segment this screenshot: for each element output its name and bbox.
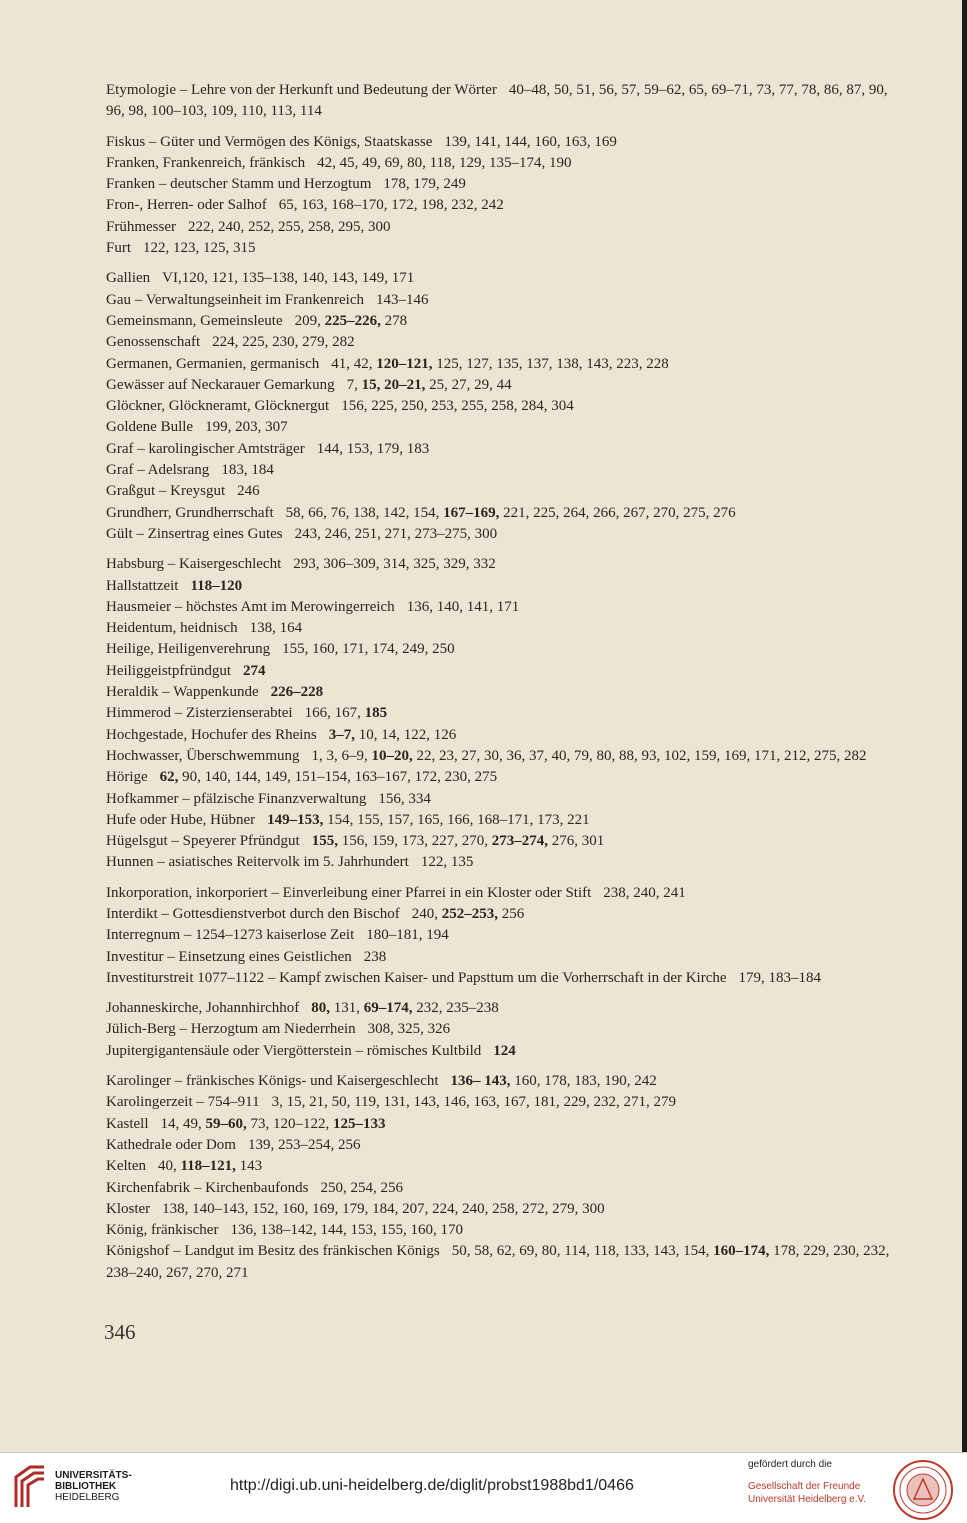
index-pages (412, 906, 525, 922)
index-term: Gewässer auf Neckarauer Gemarkung (106, 376, 335, 393)
index-pages (279, 197, 504, 213)
page-ref: 240, (411, 905, 442, 922)
page-ref-main: 274 (242, 662, 266, 679)
index-pages (366, 927, 449, 943)
index-term: Kloster (106, 1200, 151, 1217)
index-entry (106, 703, 896, 724)
index-term: Investiturstreit 1077–1122 – Kampf zwischen Kaiser- und Papsttum um die Vorherrschaft in der Kirche (106, 969, 727, 986)
page-ref-main: 80, (311, 1000, 331, 1017)
page-ref-main: 124 (493, 1042, 516, 1059)
page-ref: 178, 179, 249 (383, 176, 466, 193)
page-ref: 238, 240, 241 (603, 884, 686, 901)
index-pages (493, 1043, 516, 1059)
index-term: Grundherr, Grundherrschaft (106, 504, 274, 521)
index-term: Franken, Frankenreich, fränkisch (106, 154, 306, 171)
index-entry (106, 1135, 896, 1156)
index-entry (106, 554, 896, 575)
index-term: Fiskus – Güter und Vermögen des Königs, Staatskasse (106, 133, 433, 150)
sponsor-line-1: Gesellschaft der Freunde (748, 1481, 861, 1492)
index-term: Graf – karolingischer Amtsträger (106, 440, 305, 457)
page-ref: 308, 325, 326 (367, 1021, 451, 1038)
page-ref: 73, 120–122, (246, 1115, 333, 1132)
index-entry (106, 1156, 896, 1177)
library-line-1: UNIVERSITÄTS- (55, 1470, 132, 1481)
index-pages (143, 240, 256, 256)
page-ref-main: 167–169, (443, 504, 500, 521)
index-pages (271, 684, 324, 700)
index-term: Karolingerzeit – 754–911 (106, 1094, 260, 1111)
index-entry (106, 332, 896, 353)
index-entry (106, 767, 896, 788)
index-term: Furt (106, 240, 132, 257)
page-ref-main: 185 (364, 705, 388, 722)
page-ref: 136, 140, 141, 171 (406, 598, 520, 615)
index-pages (331, 356, 669, 372)
index-pages (295, 526, 498, 542)
index-pages (376, 292, 429, 308)
index-entry (106, 524, 896, 545)
ub-heidelberg-logo-icon (10, 1463, 48, 1511)
index-pages (188, 219, 391, 235)
index-entry (106, 831, 896, 852)
page-ref: 139, 141, 144, 160, 163, 169 (444, 133, 617, 150)
index-term: Hallstattzeit (106, 577, 179, 594)
index-pages (243, 663, 266, 679)
index-entry (106, 1019, 896, 1040)
index-pages (603, 885, 686, 901)
index-pages (383, 176, 466, 192)
index-pages (378, 791, 431, 807)
index-term: König, fränkischer (106, 1222, 219, 1239)
index-term: Hochgestade, Hochufer des Rheins (106, 726, 317, 743)
index-entry (106, 80, 896, 123)
page-ref: 1, 3, 6–9, (311, 747, 372, 764)
index-entry (106, 1241, 896, 1284)
index-entry (106, 217, 896, 238)
page-ref: 3, 15, 21, 50, 119, 131, 143, 146, 163, 167, 181, 229, 232, 271, 279 (271, 1094, 677, 1111)
index-entries (106, 80, 896, 1284)
index-term: Germanen, Germanien, germanisch (106, 355, 320, 372)
index-entry (106, 968, 896, 989)
index-pages (407, 599, 520, 615)
index-entry (106, 417, 896, 438)
index-entry (106, 238, 896, 259)
index-term: Königshof – Landgut im Besitz des fränkischen Königs (106, 1243, 440, 1260)
page-ref-main: 118–121, (180, 1158, 236, 1175)
index-pages (230, 1222, 463, 1238)
permalink-url[interactable]: http://digi.ub.uni-heidelberg.de/diglit/probst1988bd1/0466 (230, 1477, 634, 1494)
index-term: Habsburg – Kaisergeschlecht (106, 556, 282, 573)
page-ref: 50, 58, 62, 69, 80, 114, 118, 133, 143, 154, (451, 1243, 714, 1260)
index-entry (106, 883, 896, 904)
index-pages (162, 270, 414, 286)
index-entry (106, 354, 896, 375)
index-term: Interdikt – Gottesdienstverbot durch den Bischof (106, 905, 400, 922)
page-ref: 138, 140–143, 152, 160, 169, 179, 184, 207, 224, 240, 258, 272, 279, 300 (162, 1200, 605, 1217)
index-entry (106, 746, 896, 767)
index-pages (212, 334, 355, 350)
index-term: Investitur – Einsetzung eines Geistlichen (106, 948, 352, 965)
page-ref: 256 (497, 905, 525, 922)
page-ref-main: 125–133 (333, 1115, 386, 1132)
page-ref: 183, 184 (221, 462, 274, 479)
page-ref-main: 226–228 (270, 684, 324, 701)
index-entry (106, 1092, 896, 1113)
index-term: Hunnen – asiatisches Reitervolk im 5. Jahrhundert (106, 854, 409, 871)
page-ref: 250, 254, 256 (320, 1179, 403, 1196)
page-ref: 154, 155, 157, 165, 166, 168–171, 173, 221 (323, 811, 590, 828)
index-entry (106, 789, 896, 810)
index-term: Hügelsgut – Speyerer Pfründgut (106, 833, 300, 850)
page-ref: 221, 225, 264, 266, 267, 270, 275, 276 (499, 504, 736, 521)
index-term: Gemeinsmann, Gemeinsleute (106, 312, 283, 329)
page-ref: 122, 123, 125, 315 (143, 240, 256, 257)
index-term: Etymologie – Lehre von der Herkunft und Bedeutung der Wörter (106, 82, 497, 98)
index-term: Interregnum – 1254–1273 kaiserlose Zeit (106, 927, 355, 944)
page-ref-main: 155, (311, 833, 338, 850)
library-name (55, 1470, 132, 1503)
index-entry (106, 597, 896, 618)
index-pages (272, 1094, 676, 1110)
index-term: Hörige (106, 769, 148, 786)
page-ref: 166, 167, (304, 705, 365, 722)
page-ref-main: 62, (159, 769, 179, 786)
sponsor-label: gefördert durch die (748, 1459, 832, 1470)
index-pages (451, 1073, 657, 1089)
index-entry (106, 1071, 896, 1092)
index-pages (311, 1000, 499, 1016)
page-ref: 138, 164 (249, 620, 303, 637)
index-term: Heiliggeistpfründgut (106, 662, 231, 679)
page-ref: 125, 127, 135, 137, 138, 143, 223, 228 (432, 355, 669, 372)
index-entry (106, 661, 896, 682)
index-term: Hochwasser, Überschwemmung (106, 747, 300, 764)
page-ref: 238 (363, 948, 387, 965)
index-pages (312, 748, 867, 764)
index-term: Graßgut – Kreysgut (106, 483, 226, 500)
index-term: Gült – Zinsertrag eines Gutes (106, 525, 283, 542)
index-term: Genossenschaft (106, 334, 201, 351)
page-ref-main: 225–226, (324, 312, 381, 329)
index-entry (106, 904, 896, 925)
page-ref: 122, 135 (420, 854, 474, 871)
page-ref: 180–181, 194 (366, 927, 449, 944)
page-ref: 10, 14, 122, 126 (355, 726, 457, 743)
index-pages (305, 705, 388, 721)
index-term: Hausmeier – höchstes Amt im Merowingerreich (106, 598, 395, 615)
page-ref: 143–146 (376, 291, 429, 308)
index-entry (106, 925, 896, 946)
index-pages (250, 620, 303, 636)
index-pages (205, 419, 288, 435)
page-ref: 293, 306–309, 314, 325, 329, 332 (293, 556, 496, 573)
library-line-2: BIBLIOTHEK (55, 1481, 117, 1492)
index-term: Frühmesser (106, 218, 176, 235)
index-entry (106, 639, 896, 660)
page-ref: 41, 42, (331, 355, 377, 372)
page-ref-main: 118–120 (190, 577, 243, 594)
index-pages (444, 134, 617, 150)
page-ref: VI,120, 121, 135–138, 140, 143, 149, 171 (162, 270, 415, 287)
page-ref: 278 (380, 312, 408, 329)
index-pages (158, 1158, 262, 1174)
index-pages (341, 398, 574, 414)
index-term: Gallien (106, 270, 151, 287)
page-ref: 232, 235–238 (412, 1000, 499, 1017)
index-term: Hufe oder Hube, Hübner (106, 811, 256, 828)
index-pages (317, 155, 571, 171)
page-ref: 7, (346, 376, 362, 393)
index-pages (293, 556, 496, 572)
index-pages (320, 1180, 403, 1196)
index-term: Glöckner, Glöckneramt, Glöcknergut (106, 398, 330, 415)
page-ref: 144, 153, 179, 183 (316, 440, 430, 457)
index-entry (106, 576, 896, 597)
index-entry (106, 311, 896, 332)
page-ref-main: 15, 20–21, (361, 376, 426, 393)
index-entry (106, 268, 896, 289)
index-term: Inkorporation, inkorporiert – Einverleibung einer Pfarrei in ein Kloster oder Stift (106, 884, 592, 901)
page-ref-main: 273–274, (491, 833, 548, 850)
index-pages (190, 578, 242, 594)
page-ref: 224, 225, 230, 279, 282 (212, 334, 355, 351)
index-term: Kastell (106, 1115, 149, 1132)
index-pages (312, 833, 605, 849)
page-ref: 90, 140, 144, 149, 151–154, 163–167, 172, 230, 275 (178, 769, 498, 786)
page-ref: 160, 178, 183, 190, 242 (510, 1073, 657, 1090)
index-entry (106, 174, 896, 195)
page-ref: 143 (235, 1158, 263, 1175)
page-ref: 22, 23, 27, 30, 36, 37, 40, 79, 80, 88, 93, 102, 159, 169, 171, 212, 275, 282 (412, 747, 867, 764)
page-ref-main: 120–121, (376, 355, 433, 372)
page-ref: 199, 203, 307 (205, 419, 288, 436)
page-ref: 139, 253–254, 256 (247, 1136, 361, 1153)
page-ref: 243, 246, 251, 271, 273–275, 300 (294, 525, 498, 542)
page-ref: 136, 138–142, 144, 153, 155, 160, 170 (230, 1222, 463, 1239)
page-ref: 209, (294, 312, 325, 329)
index-pages (739, 970, 822, 986)
index-entry (106, 132, 896, 153)
index-term: Kelten (106, 1158, 146, 1175)
index-entry (106, 682, 896, 703)
index-term: Franken – deutscher Stamm und Herzogtum (106, 176, 372, 193)
page-ref: 246 (237, 483, 260, 500)
index-pages (286, 505, 736, 521)
index-term: Heilige, Heiligenverehrung (106, 641, 271, 658)
index-entry (106, 998, 896, 1019)
index-entry (106, 1178, 896, 1199)
page-ref: 40–48, 50, 51, 56, 57, 59–62, 65, 69–71, 73, 77, 78, 86, 87, 90, 96, 98, 100–103, 109, 110, 113, 114 (106, 82, 888, 120)
index-pages (267, 812, 590, 828)
index-pages (161, 1116, 386, 1132)
index-entry (106, 1041, 896, 1062)
index-entry (106, 852, 896, 873)
index-term: Hofkammer – pfälzische Finanzverwaltung (106, 790, 367, 807)
page-edge (962, 0, 967, 1452)
index-pages (364, 949, 387, 965)
page-ref: 25, 27, 29, 44 (425, 376, 512, 393)
index-entry (106, 725, 896, 746)
index-term: Goldene Bulle (106, 419, 194, 436)
index-entry (106, 618, 896, 639)
index-pages (329, 727, 457, 743)
index-pages (162, 1201, 605, 1217)
index-pages (347, 377, 512, 393)
index-term: Fron-, Herren- oder Salhof (106, 197, 267, 214)
index-term: Gau – Verwaltungseinheit im Frankenreich (106, 291, 364, 308)
index-pages (368, 1021, 451, 1037)
index-pages (317, 441, 430, 457)
index-entry (106, 481, 896, 502)
index-entry (106, 947, 896, 968)
index-pages (248, 1137, 361, 1153)
page-ref: 178, 229, 230, 232, 238–240, 267, 270, 271 (106, 1243, 890, 1281)
index-pages (221, 462, 274, 478)
index-term: Kathedrale oder Dom (106, 1136, 236, 1153)
index-term: Jupitergigantensäule oder Viergötterstein – römisches Kultbild (106, 1042, 482, 1059)
index-entry (106, 1114, 896, 1135)
page-ref-main: 69–174, (363, 1000, 413, 1017)
footer-bar (0, 1452, 967, 1523)
index-term: Karolinger – fränkisches Königs- und Kaisergeschlecht (106, 1073, 439, 1090)
index-term: Heidentum, heidnisch (106, 620, 238, 637)
sponsor-line-2: Universität Heidelberg e.V. (748, 1494, 867, 1505)
page-ref: 276, 301 (547, 833, 605, 850)
page-ref-main: 3–7, (328, 726, 356, 743)
page-number: 346 (104, 1320, 136, 1344)
page-ref: 40, (157, 1158, 181, 1175)
index-pages (295, 313, 408, 329)
page-ref: 156, 159, 173, 227, 270, (337, 833, 492, 850)
page-ref: 156, 334 (378, 790, 431, 807)
page-ref: 222, 240, 252, 255, 258, 295, 300 (188, 218, 391, 235)
page-ref-main: 149–153, (267, 811, 324, 828)
index-entry (106, 810, 896, 831)
page-ref-main: 10–20, (371, 747, 413, 764)
sponsor-block (748, 1459, 866, 1506)
page-ref: 42, 45, 49, 69, 80, 118, 129, 135–174, 190 (317, 154, 572, 171)
index-pages (160, 769, 498, 785)
index-pages (282, 641, 455, 657)
page-ref: 14, 49, (160, 1115, 206, 1132)
page-ref-main: 136– 143, (450, 1073, 511, 1090)
index-entry (106, 153, 896, 174)
index-entry (106, 1199, 896, 1220)
index-entry (106, 195, 896, 216)
index-term: Himmerod – Zisterzienserabtei (106, 705, 293, 722)
index-term: Johanneskirche, Johannhirchhof (106, 1000, 300, 1017)
index-entry (106, 375, 896, 396)
page-ref: 65, 163, 168–170, 172, 198, 232, 242 (278, 197, 504, 214)
index-entry (106, 1220, 896, 1241)
index-term: Graf – Adelsrang (106, 462, 210, 479)
index-entry (106, 396, 896, 417)
page-ref: 58, 66, 76, 138, 142, 154, (285, 504, 444, 521)
index-pages (237, 483, 260, 499)
page-ref: 131, (330, 1000, 364, 1017)
index-entry (106, 439, 896, 460)
page-ref: 155, 160, 171, 174, 249, 250 (282, 641, 455, 658)
page-ref: 156, 225, 250, 253, 255, 258, 284, 304 (341, 398, 574, 415)
index-entry (106, 503, 896, 524)
university-seal-icon (892, 1459, 954, 1521)
page-ref: 179, 183–184 (738, 969, 822, 986)
index-pages (421, 854, 474, 870)
page-ref-main: 252–253, (441, 905, 498, 922)
library-line-3: HEIDELBERG (55, 1492, 120, 1503)
page-ref-main: 160–174, (713, 1243, 770, 1260)
page-ref-main: 59–60, (205, 1115, 247, 1132)
index-term: Kirchenfabrik – Kirchenbaufonds (106, 1179, 309, 1196)
index-term: Heraldik – Wappenkunde (106, 684, 259, 701)
index-term: Jülich-Berg – Herzogtum am Niederrhein (106, 1021, 356, 1038)
index-entry (106, 290, 896, 311)
index-entry (106, 460, 896, 481)
